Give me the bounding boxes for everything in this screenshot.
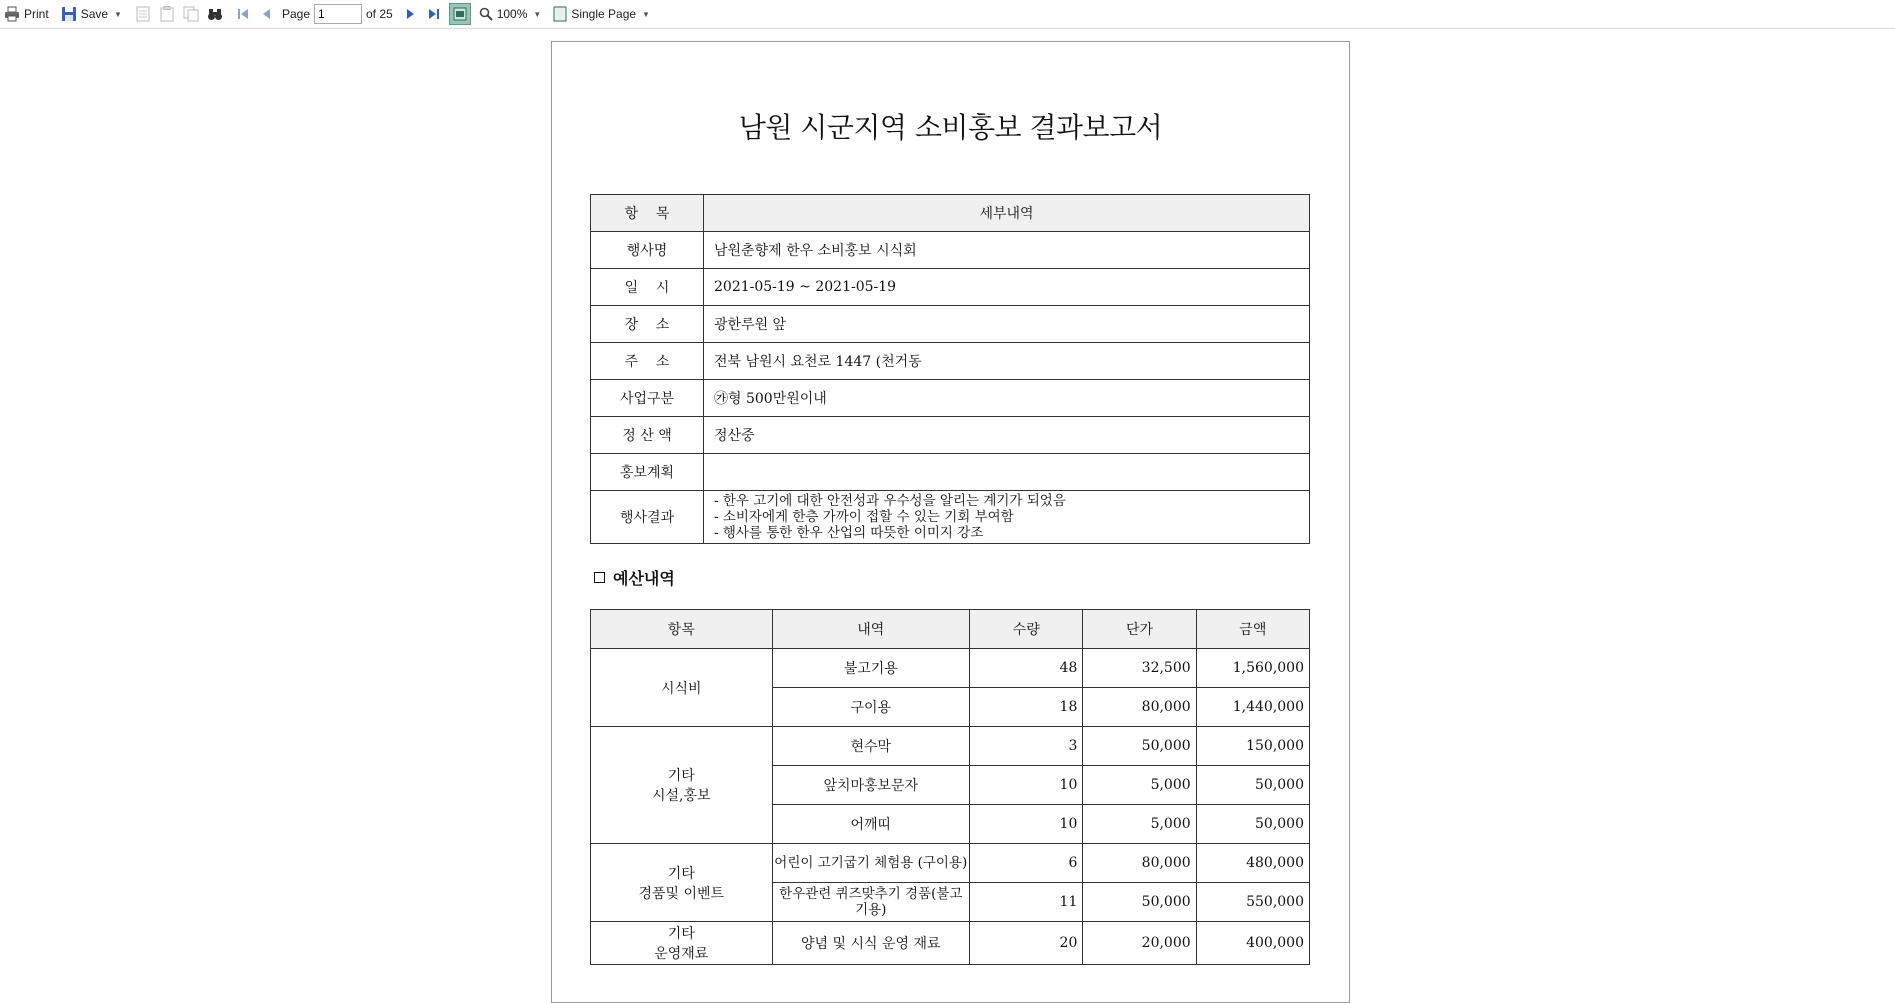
budget-detail: 앞치마홍보문자 — [772, 766, 970, 805]
print-label: Print — [24, 7, 49, 21]
budget-amount: 50,000 — [1196, 805, 1309, 844]
budget-detail: 구이용 — [772, 688, 970, 727]
info-row — [591, 232, 1310, 269]
budget-detail: 현수막 — [772, 727, 970, 766]
budget-qty: 10 — [970, 805, 1083, 844]
info-row — [591, 454, 1310, 491]
export-document-icon[interactable] — [132, 3, 154, 25]
result-lines — [704, 491, 1310, 544]
budget-row — [591, 727, 1310, 766]
copy-pages-icon[interactable] — [180, 3, 202, 25]
budget-row — [591, 922, 1310, 965]
info-key: 정 산 액 — [591, 417, 704, 454]
info-value: 2021-05-19 ~ 2021-05-19 — [704, 269, 1310, 306]
report-title: 남원 시군지역 소비홍보 결과보고서 — [738, 111, 1163, 144]
budget-qty: 18 — [970, 688, 1083, 727]
save-button[interactable] — [61, 2, 122, 26]
budget-detail: 어린이 고기굽기 체험용 (구이용) — [772, 844, 970, 883]
budget-detail: 한우관련 퀴즈맞추기 경품(불고기용) — [772, 883, 970, 922]
info-header-row — [591, 195, 1310, 232]
budget-group-name — [591, 727, 773, 844]
budget-section-heading — [594, 566, 675, 589]
info-row — [591, 306, 1310, 343]
first-page-icon[interactable] — [232, 3, 254, 25]
info-key: 사업구분 — [591, 380, 704, 417]
budget-group-name — [591, 922, 773, 965]
budget-group-line: 시식비 — [660, 680, 702, 697]
chevron-down-icon[interactable]: ▼ — [533, 9, 542, 19]
single-page-icon — [553, 6, 567, 22]
budget-col-detail: 내역 — [772, 610, 970, 649]
info-key: 장 소 — [591, 306, 704, 343]
info-key: 행사결과 — [591, 491, 704, 544]
info-value: ㉮형 500만원이내 — [704, 380, 1310, 417]
budget-col-unit: 단가 — [1083, 610, 1196, 649]
budget-qty: 20 — [970, 922, 1083, 965]
budget-section-title: 예산내역 — [613, 569, 675, 588]
result-line: - 소비자에게 한층 가까이 접할 수 있는 기회 부여함 — [714, 509, 1014, 525]
budget-group-line: 기타 — [667, 865, 695, 882]
info-row-result — [591, 491, 1310, 544]
floppy-disk-icon — [61, 6, 77, 22]
budget-group-name — [591, 649, 773, 727]
binoculars-icon[interactable] — [204, 3, 226, 25]
budget-unit-price: 80,000 — [1083, 688, 1196, 727]
info-value: 남원춘향제 한우 소비홍보 시식회 — [704, 232, 1310, 269]
info-value: 광한루원 앞 — [704, 306, 1310, 343]
chevron-down-icon[interactable]: ▼ — [114, 9, 122, 19]
budget-group-line: 기타 — [667, 926, 695, 942]
budget-amount: 50,000 — [1196, 766, 1309, 805]
budget-group-line: 시설,홍보 — [651, 788, 711, 804]
info-row — [591, 380, 1310, 417]
budget-row — [591, 844, 1310, 883]
magnifier-icon — [479, 7, 493, 21]
info-key: 홍보계획 — [591, 454, 704, 491]
previous-page-icon[interactable] — [256, 3, 278, 25]
budget-row — [591, 649, 1310, 688]
info-header-key: 항 목 — [591, 195, 704, 232]
budget-group-name — [591, 844, 773, 922]
budget-qty: 11 — [970, 883, 1083, 922]
budget-amount: 550,000 — [1196, 883, 1309, 922]
budget-header-row — [591, 610, 1310, 649]
page-view-toggle-icon[interactable] — [449, 3, 471, 25]
view-mode-label: Single Page — [571, 7, 637, 21]
info-value: 전북 남원시 요천로 1447 (천거동 — [704, 343, 1310, 380]
budget-col-qty: 수량 — [970, 610, 1083, 649]
info-row — [591, 269, 1310, 306]
result-line: - 행사를 통한 한우 산업의 따뜻한 이미지 강조 — [714, 525, 984, 541]
last-page-icon[interactable] — [423, 3, 445, 25]
print-button[interactable] — [4, 2, 49, 26]
budget-detail: 불고기용 — [772, 649, 970, 688]
info-row — [591, 417, 1310, 454]
info-value: 정산중 — [704, 417, 1310, 454]
budget-amount: 480,000 — [1196, 844, 1309, 883]
budget-group-line: 경품및 이벤트 — [638, 885, 725, 902]
budget-unit-price: 32,500 — [1083, 649, 1196, 688]
budget-amount: 1,440,000 — [1196, 688, 1309, 727]
budget-table — [590, 609, 1310, 965]
budget-amount: 150,000 — [1196, 727, 1309, 766]
budget-unit-price: 80,000 — [1083, 844, 1196, 883]
budget-unit-price: 20,000 — [1083, 922, 1196, 965]
next-page-icon[interactable] — [399, 3, 421, 25]
result-line: - 한우 고기에 대한 안전성과 우수성을 알리는 계기가 되었음 — [714, 493, 1066, 509]
budget-col-amount: 금액 — [1196, 610, 1309, 649]
report-page — [551, 41, 1350, 1003]
info-row — [591, 343, 1310, 380]
budget-unit-price: 50,000 — [1083, 883, 1196, 922]
budget-detail: 양념 및 시식 운영 재료 — [772, 922, 970, 965]
budget-qty: 3 — [970, 727, 1083, 766]
printer-icon — [4, 6, 20, 22]
budget-qty: 48 — [970, 649, 1083, 688]
budget-unit-price: 5,000 — [1083, 766, 1196, 805]
budget-group-line: 운영재료 — [654, 946, 709, 962]
page-number-input[interactable] — [314, 4, 362, 24]
budget-amount: 1,560,000 — [1196, 649, 1309, 688]
page-count: of 25 — [366, 7, 393, 21]
page-label: Page — [281, 7, 310, 21]
event-info-table — [590, 194, 1310, 544]
info-header-value: 세부내역 — [704, 195, 1310, 232]
budget-qty: 6 — [970, 844, 1083, 883]
zoom-dropdown[interactable] — [479, 2, 542, 26]
budget-qty: 10 — [970, 766, 1083, 805]
report-viewer-toolbar — [0, 0, 1895, 29]
chevron-down-icon[interactable]: ▼ — [642, 9, 650, 19]
budget-detail: 어깨띠 — [772, 805, 970, 844]
save-label: Save — [80, 7, 109, 21]
budget-col-item: 항목 — [591, 610, 773, 649]
info-key: 주 소 — [591, 343, 704, 380]
budget-unit-price: 5,000 — [1083, 805, 1196, 844]
info-value — [704, 454, 1310, 491]
zoom-label: 100% — [496, 7, 528, 21]
square-bullet-icon — [594, 572, 605, 583]
budget-group-line: 기타 — [667, 768, 695, 784]
budget-amount: 400,000 — [1196, 922, 1309, 965]
clipboard-icon[interactable] — [156, 3, 178, 25]
budget-unit-price: 50,000 — [1083, 727, 1196, 766]
info-key: 행사명 — [591, 232, 704, 269]
info-key: 일 시 — [591, 269, 704, 306]
view-mode-dropdown[interactable] — [553, 2, 650, 26]
